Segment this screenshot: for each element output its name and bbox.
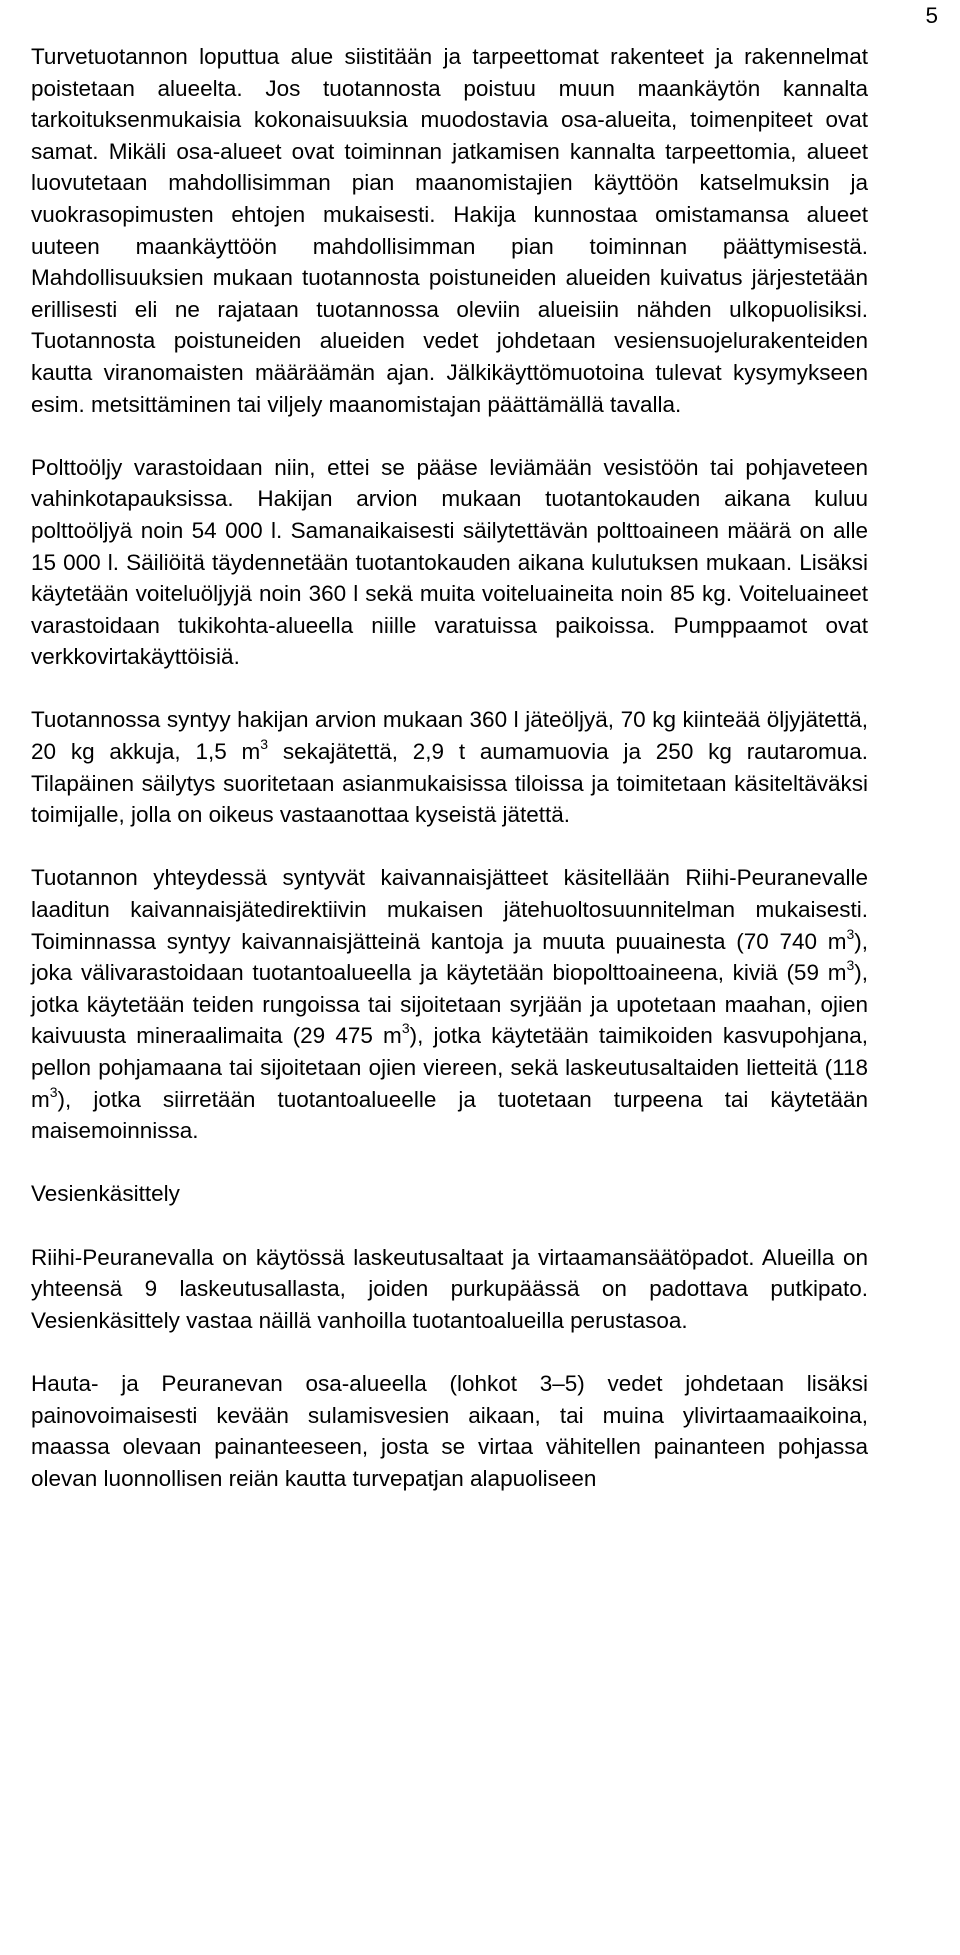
paragraph-fuel-storage: Polttoöljy varastoidaan niin, ettei se pääse leviämään vesistöön tai pohjaveteen vahinkotapauksissa. Hakijan arvion mukaan tuotantokauden aikana kuluu polttoöljyä noin 54 000 l. Samanaikaisesti säilytettävän polttoaineen määrä on alle 15 000 l. Säiliöitä täydennetään tuotantokauden aikana kulutuksen mukaan. Lisäksi käytetään voiteluöljyjä noin 360 l sekä muita voiteluaineita noin 85 kg. Voiteluaineet varastoidaan tukikohta-alueella niille varatuissa paikoissa. Pumppaamot ovat verkkovirtakäyttöisiä. [31,454,868,670]
superscript: 3 [49,1083,58,1100]
superscript: 3 [260,736,269,753]
section-heading-water-treatment: Vesienkäsittely [31,1181,180,1207]
paragraph-extractive-waste [31,862,868,1146]
page-number: 5 [925,3,938,28]
text-segment: ), joka välivarastoidaan tuotantoalueella ja käytetään biopolttoaineena, kiviä (59 m [31,928,868,986]
text-segment: Tuotannon yhteydessä syntyvät kaivannaisjätteet käsitellään Riihi-Peuranevalle laaditun kaivannaisjätedirektiivin mukaisen jätehuoltosuunnitelman mukaisesti. Toiminnassa syntyy kaivannaisjätteinä kantoja ja muuta puuainesta (70 740 m [31,865,868,954]
text-segment: Tuotannossa syntyy hakijan arvion mukaan 360 l jäteöljyä, 70 kg kiinteää öljyjätettä, 20 kg akkuja, 1,5 m [31,707,868,765]
text-segment: ), jotka käytetään taimikoiden kasvupohjana, pellon pohjamaana tai sijoitetaan ojien viereen, sekä laskeutusaltaiden lietteitä (118 m [31,1023,869,1112]
text-segment: ), jotka käytetään teiden rungoissa tai sijoitetaan syrjään ja upotetaan maahan, ojien kaivuusta mineraalimaita (29 475 m [31,960,868,1049]
paragraph-waste [31,704,868,830]
text-segment: ), jotka siirretään tuotantoalueelle ja tuotetaan turpeena tai käytetään maisemoinnissa. [31,1086,868,1144]
superscript: 3 [846,925,855,942]
paragraph-site-restoration: Turvetuotannon loputtua alue siistitään ja tarpeettomat rakenteet ja rakennelmat poistetaan alueelta. Jos tuotannosta poistuu muun maankäytön kannalta tarkoituksenmukaisia kokonaisuuksia muodostavia osa-alueita, toimenpiteet ovat samat. Mikäli osa-alueet ovat toiminnan jatkamisen kannalta tarpeettomia, alueet luovutetaan mahdollisimman pian maanomistajien käyttöön katselmuksin ja vuokrasopimusten ehtojen mukaisesti. Hakija kunnostaa omistamansa alueet uuteen maankäyttöön mahdollisimman pian toiminnan päättymisestä. Mahdollisuuksien mukaan tuotannosta poistuneiden alueiden kuivatus järjestetään erillisesti eli ne rajataan tuotannossa oleviin alueisiin nähden ulkopuolisiksi. Tuotannosta poistuneiden alueiden vedet johdetaan vesiensuojelurakenteiden kautta viranomaisten määräämän ajan. Jälkikäyttömuotoina tulevat kysymykseen esim. metsittäminen tai viljely maanomistajan päättämällä tavalla. [31,44,868,417]
paragraph-drainage: Hauta- ja Peuranevan osa-alueella (lohkot 3–5) vedet johdetaan lisäksi painovoimaisesti kevään sulamisvesien aikaan, tai muina ylivirtaamaaikoina, maassa olevaan painanteeseen, josta se virtaa vähitellen painanteen pohjassa olevan luonnollisen reiän kautta turvepatjan alapuoliseen [31,1370,868,1491]
superscript: 3 [401,1020,410,1037]
text-segment: sekajätettä, 2,9 t aumamuovia ja 250 kg rautaromua. Tilapäinen säilytys suoritetaan asianmukaisissa tiloissa ja toimitetaan käsiteltäväksi toimijalle, jolla on oikeus vastaanottaa kyseistä jätettä. [31,739,868,828]
superscript: 3 [846,957,855,974]
paragraph-water-treatment: Riihi-Peuranevalla on käytössä laskeutusaltaat ja virtaamansäätöpadot. Alueilla on yhteensä 9 laskeutusallasta, joiden purkupäässä on padottava putkipato. Vesienkäsittely vastaa näillä vanhoilla tuotantoalueilla perustasoa. [31,1244,868,1333]
